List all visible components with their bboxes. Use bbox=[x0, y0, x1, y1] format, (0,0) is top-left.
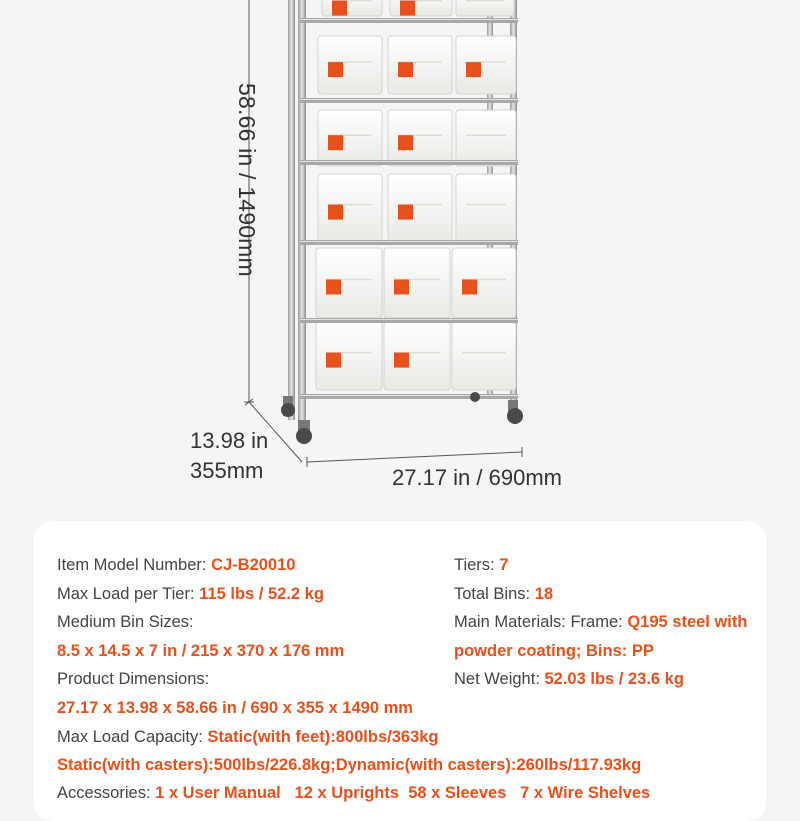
spec-capacity-row-2 bbox=[57, 756, 641, 775]
spec-capacity-value-1: Static(with feet):800lbs/363kg bbox=[207, 728, 439, 746]
spec-accessories-label: Accessories: bbox=[57, 784, 151, 802]
spec-bin-sizes-label: Medium Bin Sizes: bbox=[57, 613, 194, 631]
bin-brand-label bbox=[462, 280, 477, 295]
spec-model-value: CJ-B20010 bbox=[211, 556, 296, 574]
wire-shelf-highlight bbox=[300, 241, 518, 242]
spec-materials-value-2: powder coating; Bins: PP bbox=[454, 642, 654, 660]
bin bbox=[390, 0, 452, 16]
wire-shelf-highlight bbox=[300, 319, 518, 320]
spec-net-weight-label: Net Weight: bbox=[454, 670, 540, 688]
spec-materials-frame: Frame: bbox=[570, 613, 623, 631]
spec-tiers bbox=[454, 556, 508, 575]
bin bbox=[384, 248, 450, 318]
spec-max-load-label: Max Load per Tier: bbox=[57, 585, 195, 603]
bin-brand-label bbox=[394, 353, 409, 368]
spec-product-dimensions-label: Product Dimensions: bbox=[57, 670, 210, 688]
spec-product-dimensions bbox=[57, 670, 209, 689]
wire-shelf-highlight bbox=[300, 161, 518, 162]
bin bbox=[456, 0, 514, 16]
bin bbox=[318, 174, 382, 242]
wire-shelf bbox=[300, 98, 518, 103]
spec-accessories-value: 1 x User Manual 12 x Uprights 58 x Sleeves 7 x Wire Shelves bbox=[155, 784, 651, 802]
bin bbox=[456, 36, 516, 94]
spec-bin-sizes bbox=[57, 613, 194, 632]
wire-shelf bbox=[300, 394, 518, 399]
spec-materials-value-1: Q195 steel with bbox=[627, 613, 748, 631]
bin bbox=[388, 110, 452, 166]
spec-product-dimensions-value-row bbox=[57, 699, 413, 718]
spec-materials-label: Main Materials: bbox=[454, 613, 566, 631]
spec-net-weight-value: 52.03 lbs / 23.6 kg bbox=[544, 670, 684, 688]
bin bbox=[452, 248, 516, 318]
spec-max-load-value: 115 lbs / 52.2 kg bbox=[199, 585, 324, 603]
depth-inches: 13.98 in bbox=[190, 428, 269, 453]
spec-materials-row-2 bbox=[454, 642, 654, 661]
depth-dimension-label bbox=[190, 426, 268, 486]
bin-brand-label bbox=[398, 205, 413, 220]
bin-brand-label bbox=[328, 135, 343, 150]
spec-total-bins bbox=[454, 585, 553, 604]
spec-max-load bbox=[57, 585, 324, 604]
bin-brand-label bbox=[398, 135, 413, 150]
bin-brand-label bbox=[394, 280, 409, 295]
wire-shelf bbox=[300, 160, 518, 165]
wire-shelf bbox=[300, 240, 518, 245]
spec-total-bins-value: 18 bbox=[534, 585, 554, 603]
bin-brand-label bbox=[332, 1, 347, 16]
bin bbox=[384, 322, 450, 390]
spec-capacity-value-2: Static(with casters):500lbs/226.8kg;Dynamic(with casters):260lbs/117.93kg bbox=[57, 756, 642, 774]
spec-tiers-label: Tiers: bbox=[454, 556, 495, 574]
spec-bin-sizes-value: 8.5 x 14.5 x 7 in / 215 x 370 x 176 mm bbox=[57, 642, 345, 660]
storage-bins bbox=[316, 0, 516, 390]
bin bbox=[316, 248, 382, 318]
bin bbox=[316, 322, 382, 390]
bin bbox=[456, 110, 516, 166]
spec-capacity bbox=[57, 728, 439, 747]
bin bbox=[388, 174, 452, 242]
height-dimension-label: 58.66 in / 1490mm bbox=[234, 83, 260, 277]
spec-total-bins-label: Total Bins: bbox=[454, 585, 531, 603]
bin-brand-label bbox=[328, 205, 343, 220]
bin-brand-label bbox=[326, 280, 341, 295]
spec-accessories bbox=[57, 784, 650, 803]
spec-bin-sizes-value-row bbox=[57, 642, 344, 661]
width-dimension-label: 27.17 in / 690mm bbox=[392, 465, 562, 490]
spec-capacity-label: Max Load Capacity: bbox=[57, 728, 203, 746]
spec-model-label: Item Model Number: bbox=[57, 556, 207, 574]
spec-tiers-value: 7 bbox=[499, 556, 509, 574]
spec-materials bbox=[454, 613, 747, 632]
bin-brand-label bbox=[400, 1, 415, 16]
bin bbox=[388, 36, 452, 94]
bin bbox=[322, 0, 382, 16]
casters bbox=[281, 392, 523, 444]
wire-shelf-highlight bbox=[300, 99, 518, 100]
wire-shelf-highlight bbox=[300, 395, 518, 396]
bin-brand-label bbox=[466, 62, 481, 77]
bin-brand-label bbox=[328, 62, 343, 77]
wire-shelf bbox=[300, 318, 518, 323]
wire-shelf bbox=[300, 18, 518, 23]
bin bbox=[318, 36, 382, 94]
spec-net-weight bbox=[454, 670, 684, 689]
bin-brand-label bbox=[398, 62, 413, 77]
spec-product-dimensions-value: 27.17 x 13.98 x 58.66 in / 690 x 355 x 1490 mm bbox=[57, 699, 413, 717]
bin bbox=[456, 174, 516, 242]
bin bbox=[452, 322, 516, 390]
spec-model bbox=[57, 556, 295, 575]
bin bbox=[318, 110, 382, 166]
bin-brand-label bbox=[326, 353, 341, 368]
wire-shelf-highlight bbox=[300, 19, 518, 20]
depth-mm: 355mm bbox=[190, 458, 264, 483]
